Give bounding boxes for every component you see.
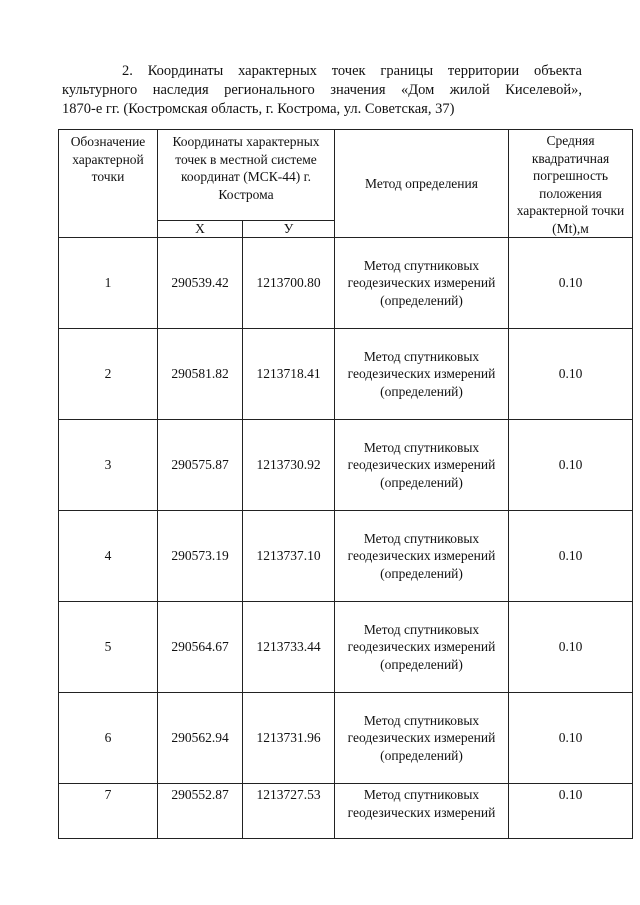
cell-method: Метод спутниковых геодезических измерений (определений) bbox=[335, 329, 509, 420]
cell-y: 1213730.92 bbox=[243, 420, 335, 511]
cell-point: 6 bbox=[59, 693, 158, 784]
table-body bbox=[59, 238, 633, 839]
table-row bbox=[59, 693, 633, 784]
heading-line-3: 1870-е гг. (Костромская область, г. Кострома, ул. Советская, 37) bbox=[62, 101, 455, 117]
cell-point: 5 bbox=[59, 602, 158, 693]
header-coordinates: Координаты характерных точек в местной системе координат (МСК-44) г. Кострома bbox=[158, 130, 335, 221]
cell-y: 1213737.10 bbox=[243, 511, 335, 602]
table-row bbox=[59, 329, 633, 420]
cell-y: 1213700.80 bbox=[243, 238, 335, 329]
cell-error: 0.10 bbox=[509, 238, 633, 329]
header-method: Метод определения bbox=[335, 130, 509, 238]
cell-x: 290552.87 bbox=[158, 784, 243, 839]
table-row bbox=[59, 420, 633, 511]
cell-method: Метод спутниковых геодезических измерений bbox=[335, 784, 509, 839]
heading-line-2: культурного наследия регионального значения «Дом жилой Киселевой», bbox=[62, 82, 582, 98]
cell-method: Метод спутниковых геодезических измерений (определений) bbox=[335, 238, 509, 329]
header-row bbox=[59, 130, 633, 221]
cell-x: 290539.42 bbox=[158, 238, 243, 329]
coordinates-table bbox=[58, 129, 633, 839]
cell-error: 0.10 bbox=[509, 511, 633, 602]
header-x: Х bbox=[158, 220, 243, 238]
cell-point: 1 bbox=[59, 238, 158, 329]
heading-line-1: 2. Координаты характерных точек границы территории объекта bbox=[122, 63, 582, 79]
cell-error: 0.10 bbox=[509, 602, 633, 693]
header-point-designation: Обозначение характерной точки bbox=[59, 130, 158, 238]
cell-point: 2 bbox=[59, 329, 158, 420]
table-row bbox=[59, 602, 633, 693]
cell-method: Метод спутниковых геодезических измерений (определений) bbox=[335, 602, 509, 693]
cell-point: 7 bbox=[59, 784, 158, 839]
cell-y: 1213733.44 bbox=[243, 602, 335, 693]
cell-error: 0.10 bbox=[509, 329, 633, 420]
cell-method: Метод спутниковых геодезических измерений (определений) bbox=[335, 420, 509, 511]
table-row bbox=[59, 511, 633, 602]
cell-point: 3 bbox=[59, 420, 158, 511]
header-y: У bbox=[243, 220, 335, 238]
cell-x: 290564.67 bbox=[158, 602, 243, 693]
table-row bbox=[59, 784, 633, 839]
cell-error: 0.10 bbox=[509, 693, 633, 784]
table-row bbox=[59, 238, 633, 329]
cell-y: 1213731.96 bbox=[243, 693, 335, 784]
cell-error: 0.10 bbox=[509, 784, 633, 839]
cell-y: 1213718.41 bbox=[243, 329, 335, 420]
cell-y: 1213727.53 bbox=[243, 784, 335, 839]
cell-x: 290562.94 bbox=[158, 693, 243, 784]
cell-point: 4 bbox=[59, 511, 158, 602]
cell-method: Метод спутниковых геодезических измерений (определений) bbox=[335, 511, 509, 602]
cell-method: Метод спутниковых геодезических измерений (определений) bbox=[335, 693, 509, 784]
cell-x: 290575.87 bbox=[158, 420, 243, 511]
cell-x: 290581.82 bbox=[158, 329, 243, 420]
document-heading bbox=[62, 62, 582, 119]
header-error: Средняя квадратичная погрешность положения характерной точки (Mt),м bbox=[509, 130, 633, 238]
cell-error: 0.10 bbox=[509, 420, 633, 511]
cell-x: 290573.19 bbox=[158, 511, 243, 602]
